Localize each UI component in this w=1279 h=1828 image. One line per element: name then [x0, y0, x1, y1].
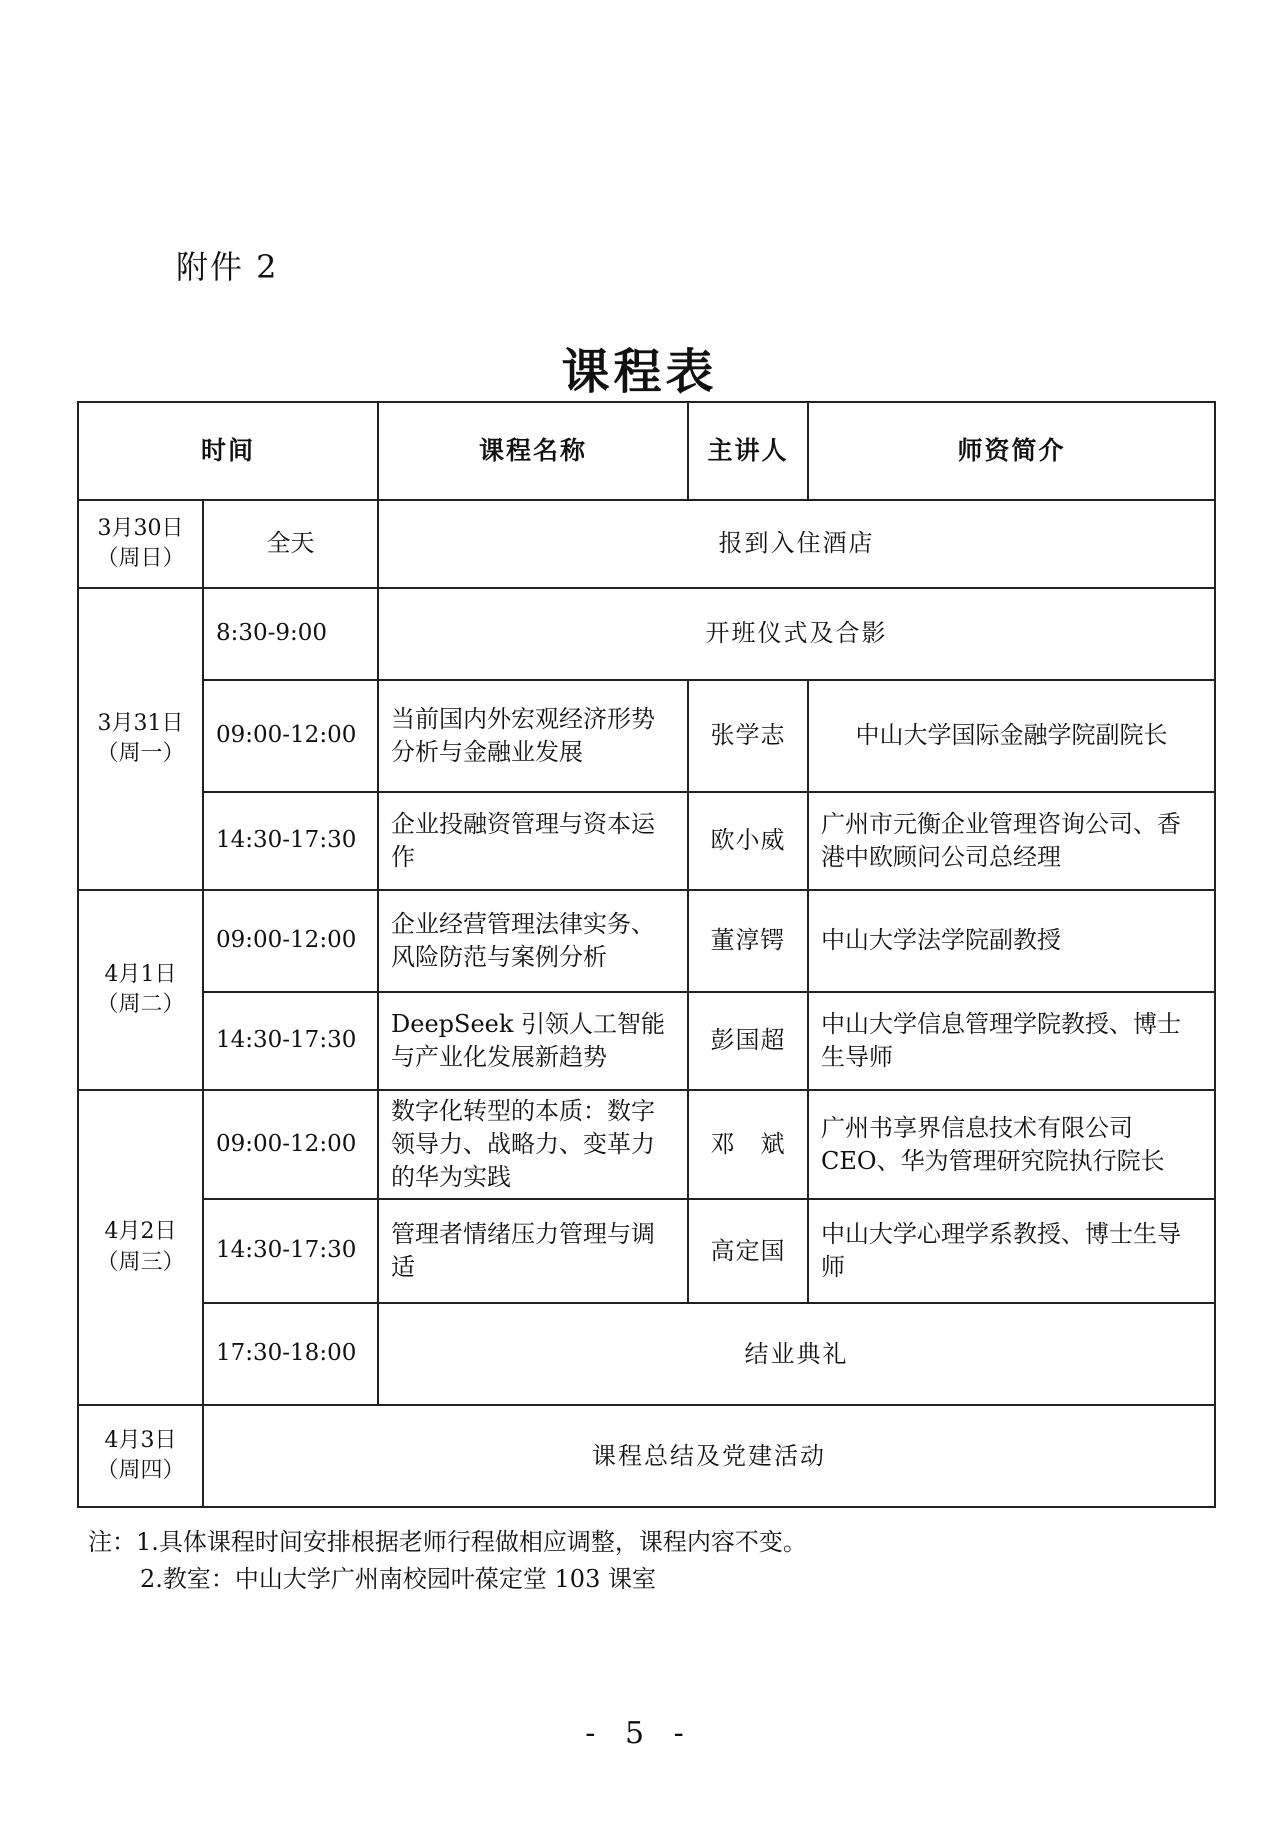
bio-cell: 中山大学信息管理学院教授、博士生导师 — [808, 992, 1215, 1090]
weekday-text: （周四） — [96, 1458, 185, 1484]
course-cell: 企业投融资管理与资本运作 — [378, 792, 688, 890]
time-cell: 17:30-18:00 — [203, 1303, 378, 1405]
page-title: 课程表 — [561, 344, 718, 400]
date-cell — [78, 500, 203, 588]
header-time: 时间 — [78, 402, 378, 500]
weekday-text: （周二） — [96, 992, 185, 1017]
table-row — [78, 792, 1215, 890]
table-row — [78, 1405, 1215, 1507]
lecturer-cell: 董淳锷 — [688, 890, 808, 992]
time-cell: 09:00-12:00 — [203, 890, 378, 992]
date-text: 3月30日 — [97, 515, 184, 541]
date-cell — [78, 1405, 203, 1507]
date-text: 4月3日 — [104, 1427, 177, 1453]
header-course: 课程名称 — [378, 402, 688, 500]
table-row — [78, 890, 1215, 992]
date-text: 3月31日 — [97, 710, 184, 736]
time-cell: 14:30-17:30 — [203, 992, 378, 1090]
page-number: - 5 - — [585, 1716, 694, 1751]
time-cell: 全天 — [203, 500, 378, 588]
bio-cell: 中山大学法学院副教授 — [808, 890, 1215, 992]
date-cell — [78, 588, 203, 890]
bio-cell: 广州书享界信息技术有限公司 CEO、华为管理研究院执行院长 — [808, 1090, 1215, 1199]
lecturer-cell: 彭国超 — [688, 992, 808, 1090]
table-row — [78, 992, 1215, 1090]
note-line-1: 注：1.具体课程时间安排根据老师行程做相应调整，课程内容不变。 — [88, 1528, 807, 1556]
attachment-label: 附件 2 — [176, 248, 279, 286]
date-cell — [78, 1090, 203, 1405]
lecturer-cell: 邓 斌 — [688, 1090, 808, 1199]
date-cell — [78, 890, 203, 1090]
course-cell: DeepSeek 引领人工智能与产业化发展新趋势 — [378, 992, 688, 1090]
time-cell: 09:00-12:00 — [203, 1090, 378, 1199]
lecturer-cell: 高定国 — [688, 1199, 808, 1303]
date-text: 4月1日 — [104, 961, 177, 987]
course-cell: 数字化转型的本质：数字领导力、战略力、变革力的华为实践 — [378, 1090, 688, 1199]
lecturer-cell: 欧小威 — [688, 792, 808, 890]
span-cell: 课程总结及党建活动 — [203, 1405, 1215, 1507]
span-cell: 结业典礼 — [378, 1303, 1215, 1405]
table-row — [78, 1090, 1215, 1199]
time-cell: 14:30-17:30 — [203, 792, 378, 890]
notes — [88, 1524, 807, 1598]
time-cell: 8:30-9:00 — [203, 588, 378, 680]
weekday-text: （周三） — [96, 1249, 185, 1275]
date-text: 4月2日 — [104, 1219, 177, 1245]
span-cell: 开班仪式及合影 — [378, 588, 1215, 680]
schedule-table — [77, 401, 1216, 1508]
table-row — [78, 588, 1215, 680]
note-line-2: 2.教室：中山大学广州南校园叶葆定堂 103 课室 — [140, 1565, 656, 1594]
lecturer-cell: 张学志 — [688, 680, 808, 792]
weekday-text: （周日） — [96, 546, 185, 571]
header-bio: 师资简介 — [808, 402, 1215, 500]
course-cell: 企业经营管理法律实务、风险防范与案例分析 — [378, 890, 688, 992]
table-row — [78, 500, 1215, 588]
table-row — [78, 680, 1215, 792]
course-cell: 当前国内外宏观经济形势分析与金融业发展 — [378, 680, 688, 792]
time-cell: 09:00-12:00 — [203, 680, 378, 792]
table-row — [78, 1199, 1215, 1303]
course-cell: 管理者情绪压力管理与调适 — [378, 1199, 688, 1303]
time-cell: 14:30-17:30 — [203, 1199, 378, 1303]
table-row — [78, 1303, 1215, 1405]
span-cell: 报到入住酒店 — [378, 500, 1215, 588]
bio-cell: 中山大学国际金融学院副院长 — [808, 680, 1215, 792]
table-header-row — [78, 402, 1215, 500]
bio-cell: 中山大学心理学系教授、博士生导师 — [808, 1199, 1215, 1303]
header-lecturer: 主讲人 — [688, 402, 808, 500]
bio-cell: 广州市元衡企业管理咨询公司、香港中欧顾问公司总经理 — [808, 792, 1215, 890]
weekday-text: （周一） — [96, 741, 185, 766]
